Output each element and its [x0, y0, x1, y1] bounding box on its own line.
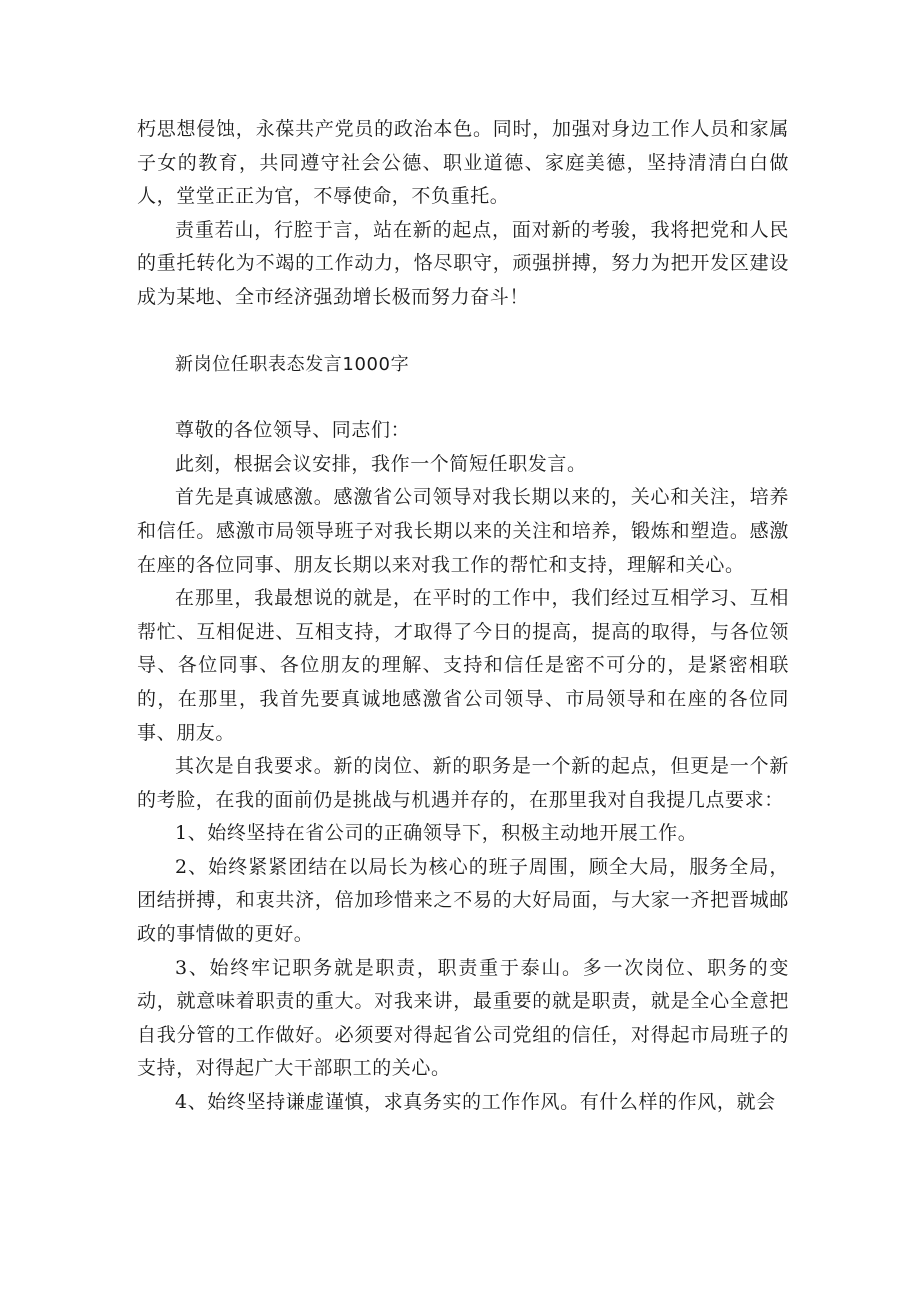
salutation: 尊敬的各位领导、同志们：	[175, 419, 411, 442]
body-paragraph: 其次是自我要求。新的岗位、新的职务是一个新的起点，但更是一个新的考脸，在我的面前仍是挑战与机遇并存的，在那里我对自我提几点要求：	[137, 755, 789, 811]
body-paragraph: 在那里，我最想说的就是，在平时的工作中，我们经过互相学习、互相帮忙、互相促进、互相支持，才取得了今日的提高，提高的取得，与各位领导、各位同事、各位朋友的理解、支持和信任是密不可分的，是紧密相联的，在那里，我首先要真诚地感激省公司领导、市局领导和在座的各位同事、朋友。	[137, 587, 789, 744]
continuation-paragraph: 朽思想侵蚀，永葆共产党员的政治本色。同时，加强对身边工作人员和家属子女的教育，共同遵守社会公德、职业道德、家庭美德，坚持清清白白做人，堂堂正正为官，不辱使命，不负重托。	[137, 118, 789, 208]
closing-paragraph: 责重若山，行腔于言，站在新的起点，面对新的考骏，我将把党和人民的重托转化为不竭的工作动力，恪尽职守，顽强拼搏，努力为把开发区建设成为某地、全市经济强劲增长极而努力奋斗！	[137, 218, 789, 308]
body-paragraph: 此刻，根据会议安排，我作一个简短任职发言。	[175, 452, 587, 475]
document-body	[137, 113, 789, 1120]
list-item-3: 3、始终牢记职务就是职责，职责重于泰山。多一次岗位、职务的变动，就意味着职责的重大。对我来讲，最重要的就是职责，就是全心全意把自我分管的工作做好。必须要对得起省公司党组的信任，对得起市局班子的支持，对得起广大干部职工的关心。	[137, 956, 789, 1080]
list-item-1: 1、始终坚持在省公司的正确领导下，积极主动地开展工作。	[175, 822, 698, 845]
body-paragraph: 首先是真诚感激。感激省公司领导对我长期以来的，关心和关注，培养和信任。感激市局领导班子对我长期以来的关注和培养，锻炼和塑造。感激在座的各位同事、朋友长期以来对我工作的帮忙和支持，理解和关心。	[137, 486, 789, 576]
list-item-2: 2、始终紧紧团结在以局长为核心的班子周围，顾全大局，服务全局，团结拼搏，和衷共济，倍加珍惜来之不易的大好局面，与大家一齐把晋城邮政的事情做的更好。	[137, 855, 789, 946]
section-title: 新岗位任职表态发言1000字	[175, 353, 410, 375]
list-item-4: 4、始终坚持谦虚谨慎，求真务实的工作作风。有什么样的作风，就会	[175, 1091, 776, 1114]
